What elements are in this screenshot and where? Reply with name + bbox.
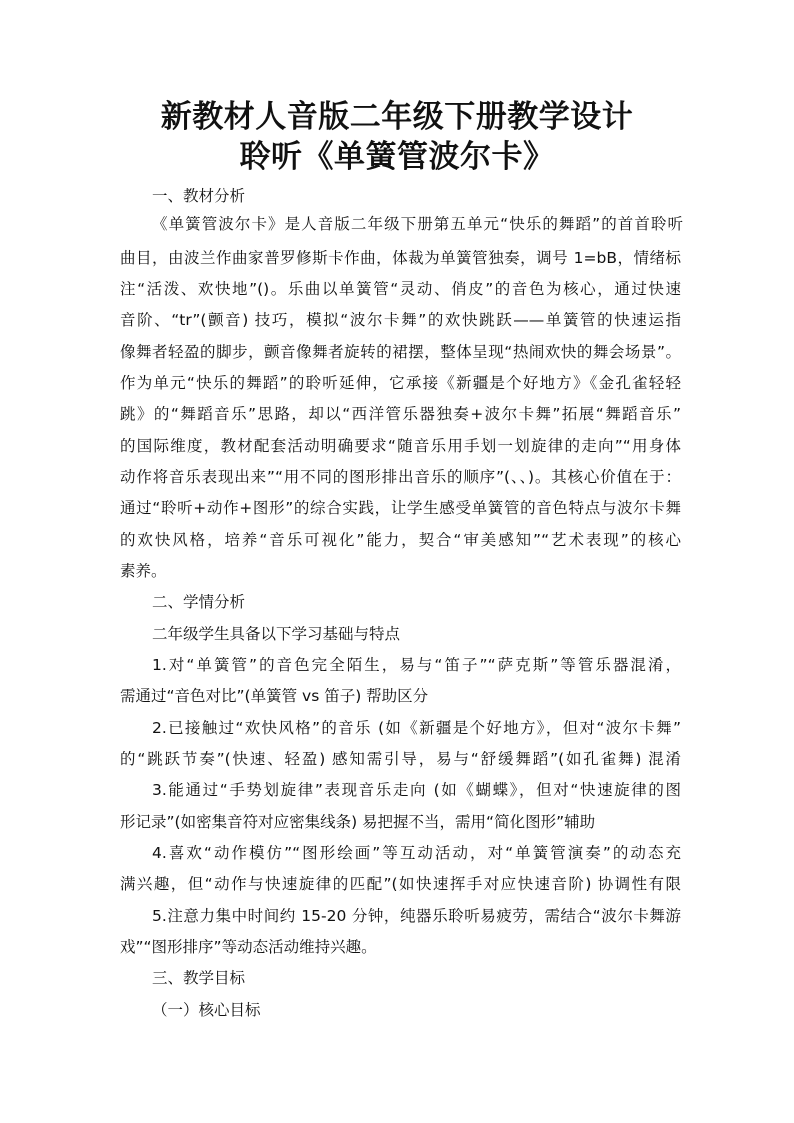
list-item-cont: 需通过“音色对比”(单簧管 vs 笛子) 帮助区分 <box>120 687 429 705</box>
para1-line: 音阶、“tr”(颤音) 技巧，模拟“波尔卡舞”的欢快跳跃——单簧管的快速运指 <box>120 311 681 329</box>
para1-line: 注“活泼、欢快地”()。乐曲以单簧管“灵动、俏皮”的音色为核心，通过快速 <box>120 280 681 298</box>
subsection-heading: （一）核心目标 <box>152 1001 261 1019</box>
list-item: 3.能通过“手势划旋律”表现音乐走向 (如《蝴蝶》，但对“快速旋律的图 <box>152 781 681 799</box>
section-heading-goals: 三、教学目标 <box>152 969 246 987</box>
list-item-cont: 满兴趣，但“动作与快速旋律的匹配”(如快速挥手对应快速音阶) 协调性有限 <box>120 875 681 893</box>
para1-line: 通过“聆听+动作+图形”的综合实践，让学生感受单簧管的音色特点与波尔卡舞 <box>120 499 681 517</box>
para1-line: 作为单元“快乐的舞蹈”的聆听延伸，它承接《新疆是个好地方》《金孔雀轻轻 <box>120 374 681 392</box>
list-item: 2.已接触过“欢快风格”的音乐 (如《新疆是个好地方》，但对“波尔卡舞” <box>152 719 681 737</box>
section-heading-students: 二、学情分析 <box>152 593 246 611</box>
para1-line: 动作将音乐表现出来”“用不同的图形排出音乐的顺序”(、、)。其核心价值在于： <box>120 468 681 486</box>
list-item-cont: 形记录”(如密集音符对应密集线条) 易把握不当，需用“简化图形”辅助 <box>120 813 596 831</box>
list-item-cont: 戏”“图形排序”等动态活动维持兴趣。 <box>120 938 377 956</box>
para1-line: 素养。 <box>120 562 167 580</box>
para1-line: 曲目，由波兰作曲家普罗修斯卡作曲，体裁为单簧管独奏，调号 1=bB，情绪标 <box>120 249 681 267</box>
para1-line: 的国际维度，教材配套活动明确要求“随音乐用手划一划旋律的走向”“用身体 <box>120 437 681 455</box>
section-heading-analysis: 一、教材分析 <box>152 187 246 205</box>
para1-line: 的欢快风格，培养“音乐可视化”能力，契合“审美感知”“艺术表现”的核心 <box>120 531 681 549</box>
section-intro: 二年级学生具备以下学习基础与特点 <box>152 625 401 643</box>
para1-line: 像舞者轻盈的脚步，颤音像舞者旋转的裙摆，整体呈现“热闹欢快的舞会场景”。 <box>120 343 681 361</box>
list-item: 5.注意力集中时间约 15-20 分钟，纯器乐聆听易疲劳，需结合“波尔卡舞游 <box>152 907 681 925</box>
para1-line: 跳》的“舞蹈音乐”思路，却以“西洋管乐器独奏+波尔卡舞”拓展“舞蹈音乐” <box>120 405 681 423</box>
list-item: 4.喜欢“动作模仿”“图形绘画”等互动活动，对“单簧管演奏”的动态充 <box>152 844 681 862</box>
para1-line: 《单簧管波尔卡》是人音版二年级下册第五单元“快乐的舞蹈”的首首聆听 <box>152 215 683 233</box>
page-title: 新教材人音版二年级下册教学设计 <box>160 99 634 135</box>
list-item: 1.对“单簧管”的音色完全陌生，易与“笛子”“萨克斯”等管乐器混淆， <box>152 656 681 674</box>
list-item-cont: 的“跳跃节奏”(快速、轻盈) 感知需引导，易与“舒缓舞蹈”(如孔雀舞) 混淆 <box>120 750 681 768</box>
page-subtitle: 聆听《单簧管波尔卡》 <box>239 139 555 175</box>
